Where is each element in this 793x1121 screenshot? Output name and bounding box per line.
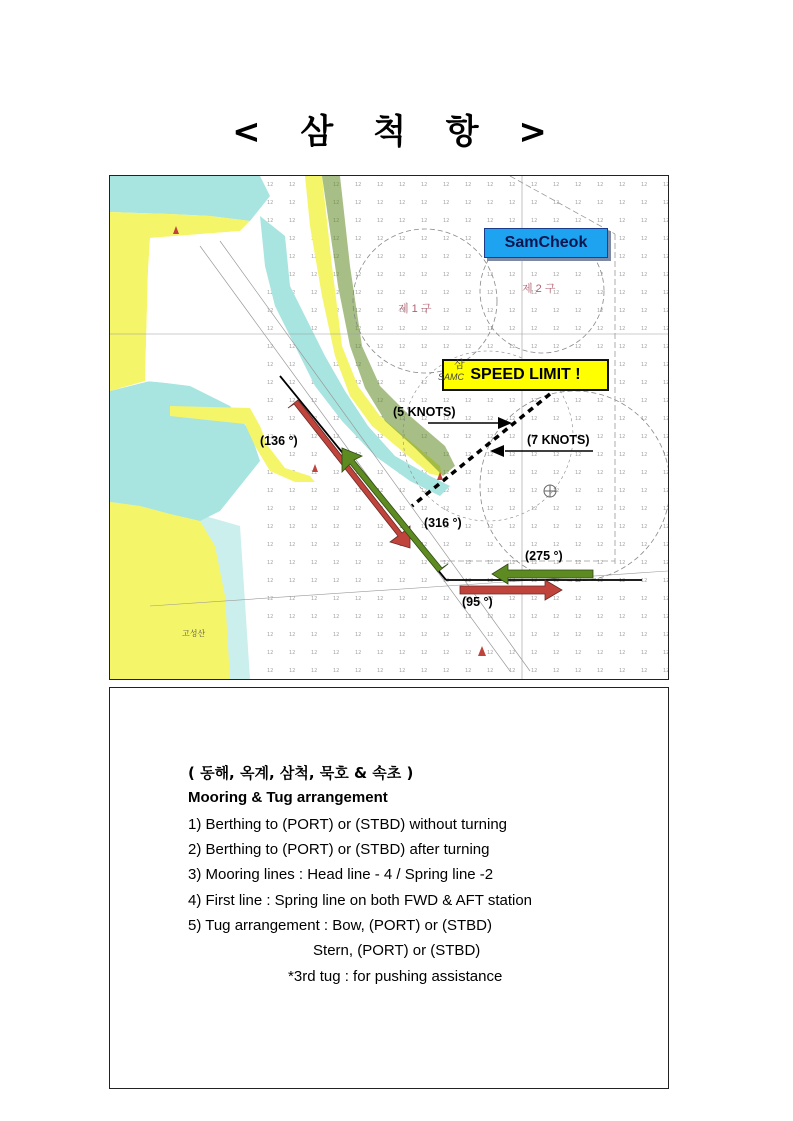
mooring-info-box	[109, 687, 669, 1089]
speed-out-label: (7 KNOTS)	[527, 433, 590, 447]
info-line-5: 5) Tug arrangement : Bow, (PORT) or (STBD)	[188, 917, 492, 934]
place-label-en: SAMC	[438, 372, 465, 382]
info-line-3: 3) Mooring lines : Head line - 4 / Spring line -2	[188, 866, 494, 883]
heading-316-label: (316 °)	[424, 516, 462, 530]
mountain-label: 고성산	[182, 629, 206, 638]
harbor-chart	[109, 175, 669, 680]
ports-heading: ( 동해, 옥계, 삼척, 묵호 & 속초 )	[188, 764, 414, 782]
info-line-2: 2) Berthing to (PORT) or (STBD) after turning	[188, 841, 490, 858]
info-line-1: 1) Berthing to (PORT) or (STBD) without turning	[188, 816, 507, 833]
mooring-heading: Mooring & Tug arrangement	[188, 789, 388, 806]
heading-275-label: (275 °)	[525, 549, 563, 563]
region-label: SamCheok	[484, 228, 608, 258]
heading-136-label: (136 °)	[260, 434, 298, 448]
speed-in-label: (5 KNOTS)	[393, 405, 456, 419]
heading-95-label: (95 °)	[462, 595, 493, 609]
info-line-6: Stern, (PORT) or (STBD)	[188, 942, 481, 959]
page-title: < 삼 척 항 >	[232, 112, 561, 152]
speed-limit-label: SPEED LIMIT !	[442, 359, 609, 391]
zone-2-label: 제 2 구	[522, 283, 556, 295]
zone-1-label: 제 1 구	[398, 303, 432, 315]
place-label: 삼	[454, 359, 465, 371]
info-line-4: 4) First line : Spring line on both FWD & AFT station	[188, 892, 533, 909]
info-line-7: *3rd tug : for pushing assistance	[188, 968, 503, 985]
